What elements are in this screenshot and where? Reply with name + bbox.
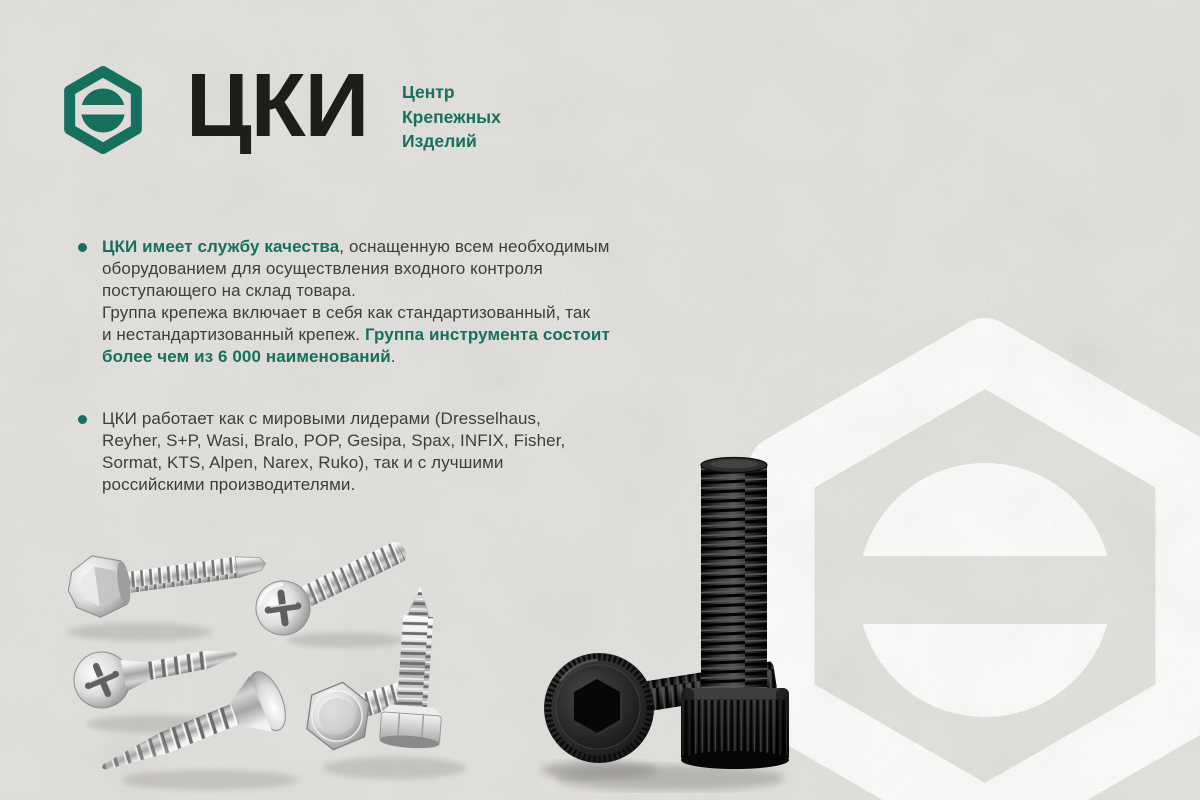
text-segment: российскими производителями. <box>102 475 356 494</box>
text-segment: поступающего на склад товара. <box>102 281 356 300</box>
bullet-line <box>102 280 678 302</box>
text-segment: более чем из 6 000 наименований <box>102 347 391 366</box>
bullet-dot-icon <box>78 415 87 424</box>
text-segment: оборудованием для осуществления входного контроля <box>102 259 543 278</box>
vertical-socket-screw <box>681 458 789 770</box>
cki-logo-icon <box>60 63 146 157</box>
text-segment: Группа крепежа включает в себя как стандартизованный, так <box>102 303 591 322</box>
bullet-item <box>78 236 678 368</box>
brand-subtitle <box>402 80 501 154</box>
brand-subtitle-line: Центр <box>402 82 455 102</box>
bullet-line <box>102 258 678 280</box>
text-segment: . <box>390 347 396 366</box>
pan-head-screw <box>247 528 416 644</box>
text-segment: и нестандартизованный крепеж. <box>102 325 365 344</box>
black-socket-screws-image <box>535 448 800 793</box>
brand-subtitle-line: Изделий <box>402 131 477 151</box>
text-segment: Sormat, KTS, Alpen, Narex, Ruko), так и с лучшими <box>102 453 504 472</box>
text-segment: Группа инструмента состоит <box>364 325 610 344</box>
bullet-text <box>102 236 678 368</box>
bullet-line <box>102 346 678 368</box>
text-segment: ЦКИ работает как с мировыми лидерами (Dresselhaus, <box>102 409 541 428</box>
text-segment: ЦКИ имеет службу качества <box>102 237 340 256</box>
brand-abbreviation: ЦКИ <box>186 56 369 156</box>
hex-head-screw <box>64 532 270 621</box>
lying-socket-screw-head <box>544 653 654 763</box>
text-segment: , оснащенную всем необходимым <box>339 237 610 256</box>
text-segment: Reyher, S+P, Wasi, Bralo, POP, Gesipa, Spax, INFIX, Fisher, <box>102 431 566 450</box>
bullet-line <box>102 324 678 346</box>
hex-bolt-head <box>305 678 372 753</box>
brand-subtitle-line: Крепежных <box>402 106 501 127</box>
lag-screw <box>379 584 450 750</box>
bullet-dot-icon <box>78 243 87 252</box>
bullet-line <box>102 236 678 258</box>
bullet-line <box>102 408 678 430</box>
bullet-line <box>102 302 678 324</box>
silver-screws-image <box>40 528 470 800</box>
